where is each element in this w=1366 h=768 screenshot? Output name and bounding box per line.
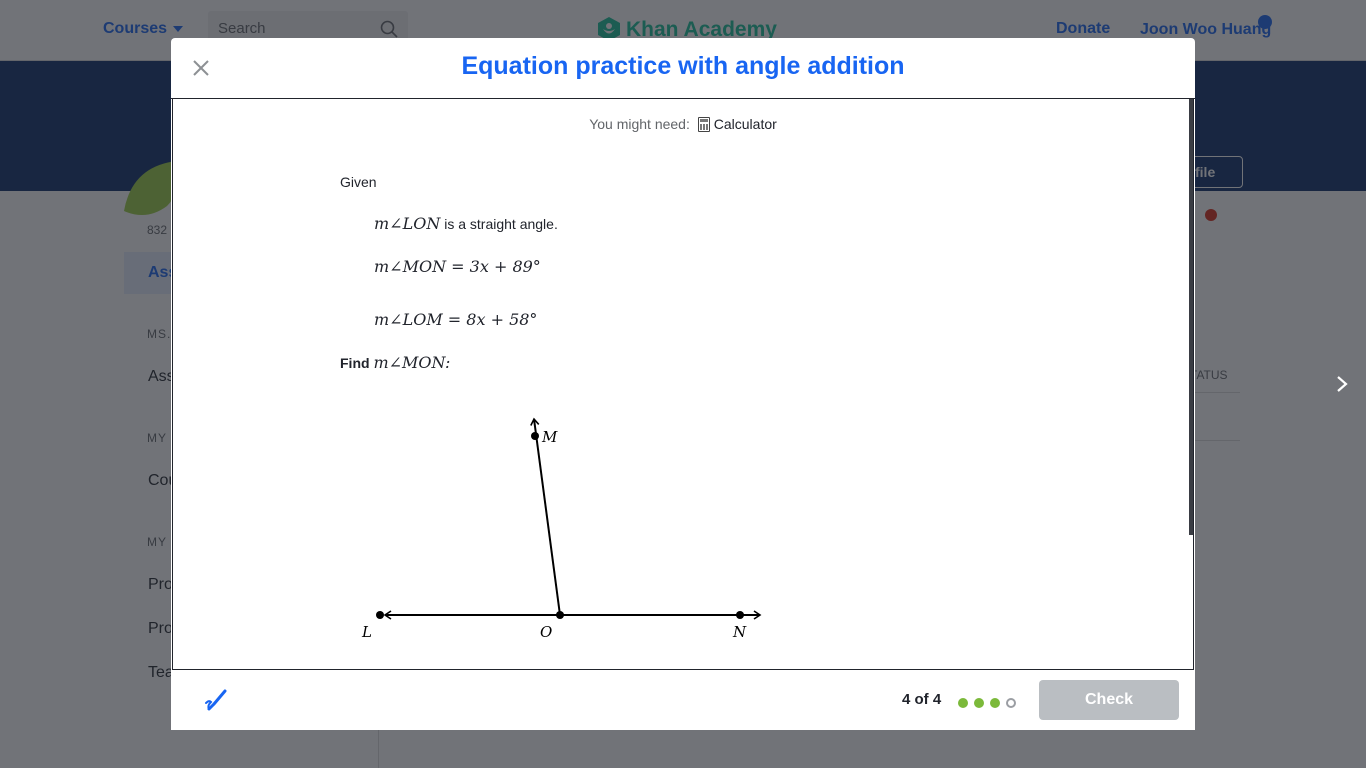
statement-1-math: m∠LON [374, 214, 441, 233]
angle-diagram [362, 404, 798, 644]
scratchpad-pencil-icon[interactable] [203, 687, 229, 713]
statement-3-math: m∠LOM = 8x + 58° [374, 310, 538, 329]
progress-dot-current [1006, 698, 1016, 708]
calculator-icon [698, 117, 710, 132]
progress-dots [958, 695, 1022, 707]
given-statement-1 [374, 214, 558, 233]
point-N [736, 611, 744, 619]
modal-header [171, 38, 1195, 99]
point-O [556, 611, 564, 619]
calculator-link[interactable]: Calculator [713, 116, 777, 132]
chevron-right-icon[interactable] [1332, 374, 1352, 394]
label-O: O [540, 623, 553, 641]
point-L [376, 611, 384, 619]
tools-needed [173, 116, 1193, 132]
find-prompt [340, 353, 450, 372]
progress-dot-complete [990, 698, 1000, 708]
given-label: Given [340, 174, 377, 190]
question-area [172, 99, 1194, 670]
might-need-label: You might need: [589, 116, 690, 132]
ray-OM [534, 419, 560, 615]
progress-text: 4 of 4 [902, 691, 942, 708]
given-statement-2 [374, 257, 541, 276]
point-M [531, 432, 539, 440]
label-M: M [542, 428, 558, 446]
given-statement-3 [374, 310, 537, 329]
find-math: m∠MON: [373, 353, 451, 372]
scrollbar[interactable] [1189, 99, 1193, 535]
label-L: L [362, 623, 372, 641]
label-N: N [733, 623, 747, 641]
statement-1-text: is a straight angle. [444, 216, 558, 232]
find-label: Find [340, 355, 370, 371]
statement-2-math: m∠MON = 3x + 89° [374, 257, 541, 276]
modal-footer [171, 670, 1195, 730]
progress-dot-complete [958, 698, 968, 708]
exercise-title: Equation practice with angle addition [461, 52, 905, 80]
exercise-modal [171, 38, 1195, 730]
progress-dot-complete [974, 698, 984, 708]
check-button[interactable]: Check [1039, 680, 1179, 720]
